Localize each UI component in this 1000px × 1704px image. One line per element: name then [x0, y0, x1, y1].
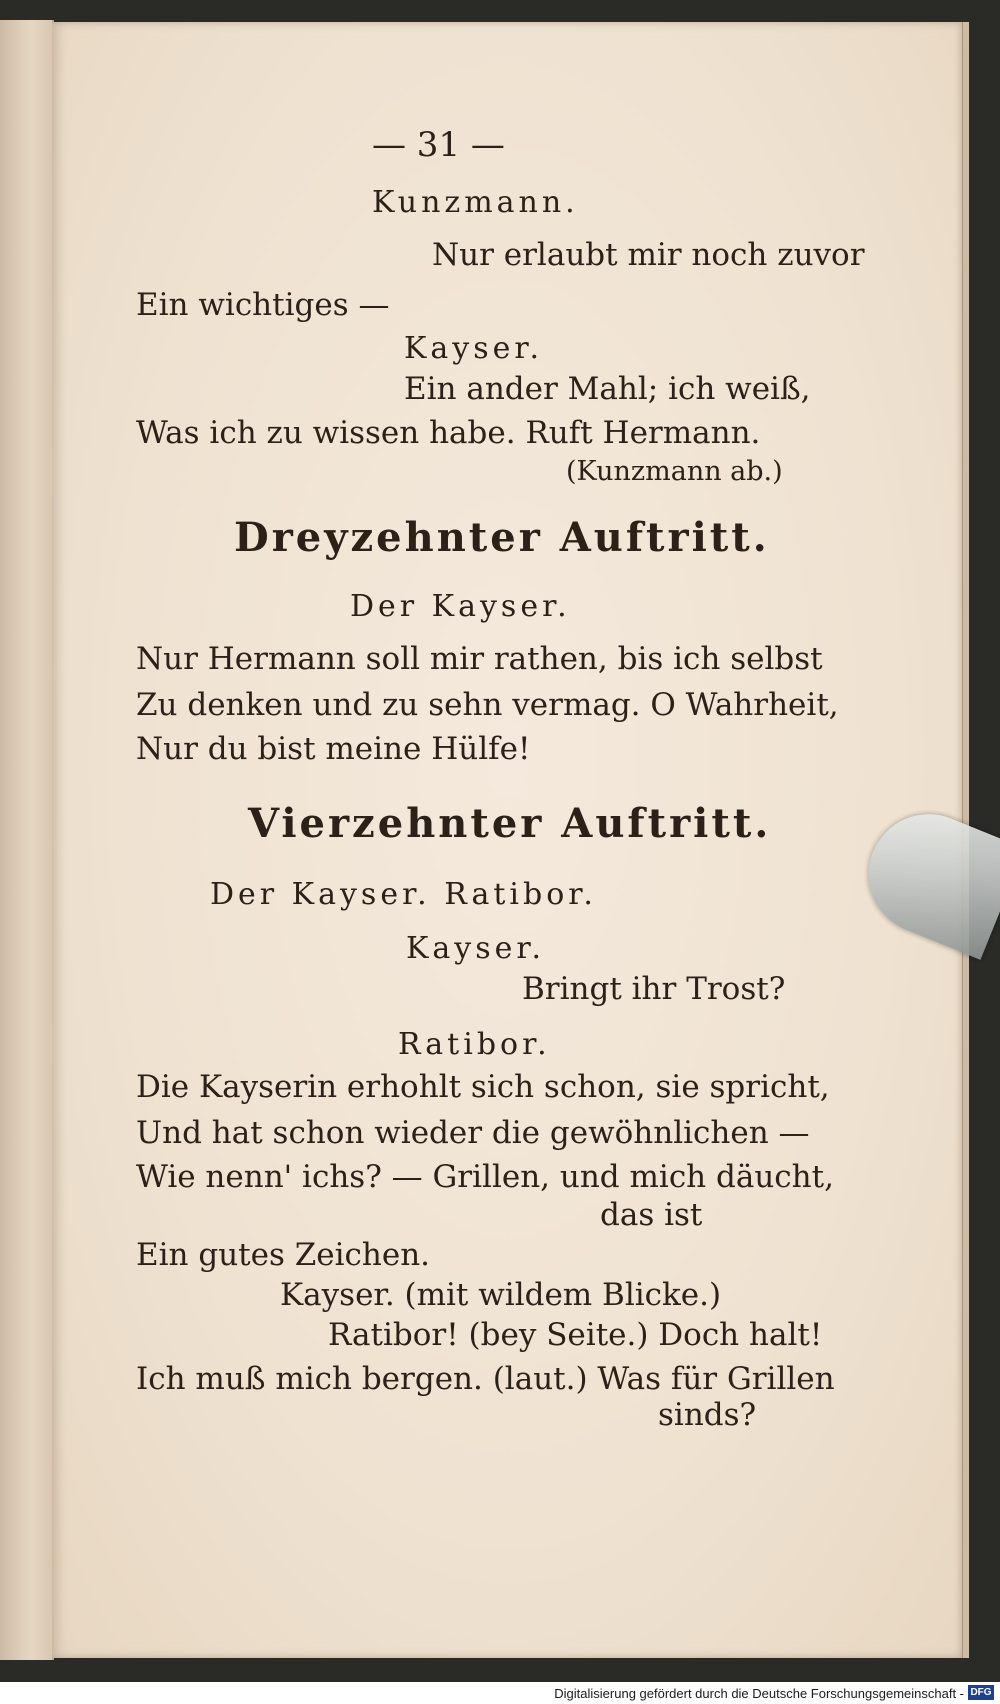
- left-page-edge: [0, 20, 54, 1660]
- speaker-kayser: Kayser.: [406, 931, 545, 966]
- verse-line: Ein gutes Zeichen.: [136, 1237, 431, 1273]
- verse-line: Ein wichtiges —: [136, 287, 390, 323]
- verse-line: Die Kayserin erhohlt sich schon, sie spricht,: [136, 1069, 830, 1105]
- verse-line: Nur du bist meine Hülfe!: [136, 731, 531, 767]
- verse-line: Ratibor! (bey Seite.) Doch halt!: [328, 1317, 823, 1353]
- scene-heading: Vierzehnter Auftritt.: [248, 800, 772, 847]
- speaker-kunzmann: Kunzmann.: [372, 185, 579, 220]
- verse-line: Ein ander Mahl; ich weiß,: [404, 371, 811, 407]
- verse-line: Bringt ihr Trost?: [522, 971, 786, 1007]
- dfg-logo: DFG: [968, 1685, 994, 1700]
- speaker-line: Der Kayser. Ratibor.: [210, 877, 597, 912]
- speaker-with-direction: Kayser. (mit wildem Blicke.): [280, 1277, 722, 1313]
- verse-line: Ich muß mich bergen. (laut.) Was für Grillen: [136, 1361, 835, 1397]
- verse-line: Nur Hermann soll mir rathen, bis ich selbst: [136, 641, 823, 677]
- verse-line: Wie nenn' ichs? — Grillen, und mich däucht,: [136, 1159, 834, 1195]
- footer-credit: Digitalisierung gefördert durch die Deutsche Forschungsgemeinschaft -: [554, 1686, 964, 1701]
- verse-line: das ist: [600, 1197, 703, 1233]
- verse-line: Und hat schon wieder die gewöhnlichen —: [136, 1115, 810, 1151]
- verse-line: sinds?: [658, 1397, 757, 1433]
- scene-heading: Dreyzehnter Auftritt.: [234, 514, 770, 561]
- speaker-kayser: Kayser.: [404, 331, 543, 366]
- verse-line: Was ich zu wissen habe. Ruft Hermann.: [136, 415, 761, 451]
- speaker-ratibor: Ratibor.: [398, 1027, 551, 1062]
- speaker-line: Der Kayser.: [350, 589, 571, 624]
- footer-bar: [0, 1682, 1000, 1704]
- verse-line: Nur erlaubt mir noch zuvor: [432, 237, 865, 273]
- page-number: — 31 —: [372, 125, 505, 165]
- stage-direction: (Kunzmann ab.): [566, 456, 783, 487]
- verse-line: Zu denken und zu sehn vermag. O Wahrheit,: [136, 687, 839, 723]
